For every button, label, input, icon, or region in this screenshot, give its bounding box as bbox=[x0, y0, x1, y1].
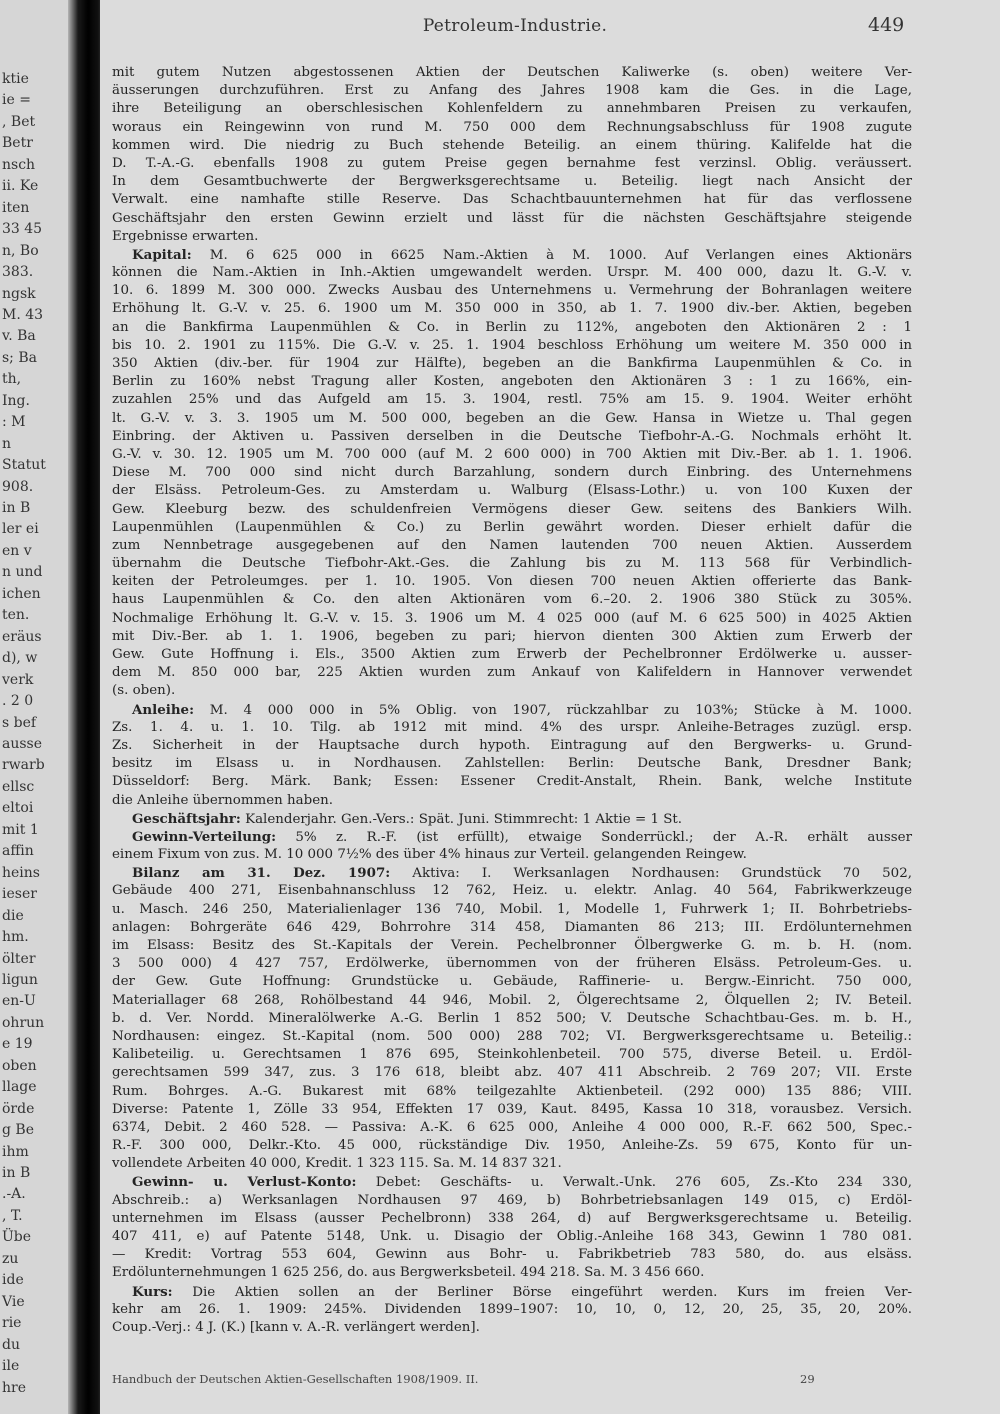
text-line bbox=[112, 100, 912, 118]
running-title: Petroleum-Industrie. bbox=[422, 16, 608, 36]
line-text: G.-V. v. 30. 12. 1905 um M. 700 000 (auf M. 2 600 000) in 700 Aktien mit Div.-Ber. ab 1. 1. 1906. bbox=[112, 446, 912, 462]
text-line bbox=[112, 246, 912, 264]
text-line bbox=[112, 682, 912, 700]
text-line bbox=[112, 1319, 912, 1337]
text-line bbox=[112, 464, 912, 482]
facing-page-fragment: ide bbox=[2, 1272, 24, 1289]
text-line bbox=[112, 482, 912, 500]
facing-page-fragment: ii. Ke bbox=[2, 178, 39, 195]
facing-page-fragment: s bef bbox=[2, 714, 37, 731]
line-text: unternehmen im Elsass (ausser Pechelbronn) 338 264, d) auf Bergwerksgerechtsame u. Beteilig. bbox=[112, 1210, 912, 1226]
line-text: b. d. Ver. Nordd. Mineralölwerke A.-G. Berlin 1 852 500; V. Deutsche Schachtbau-Ges. m. b. H., bbox=[112, 1010, 912, 1026]
paragraph bbox=[112, 810, 912, 828]
line-text: lt. G.-V. v. 3. 3. 1905 um M. 500 000, begeben an die Gew. Hansa in Wietze u. Thal gegen bbox=[112, 410, 912, 426]
text-line bbox=[112, 1283, 912, 1301]
text-line bbox=[112, 901, 912, 919]
text-line bbox=[112, 355, 912, 373]
text-line bbox=[112, 1083, 912, 1101]
facing-page-fragment: 33 45 bbox=[2, 221, 43, 238]
facing-page-fragment: g Be bbox=[2, 1122, 34, 1139]
text-line bbox=[112, 210, 912, 228]
line-text: 5% z. R.-F. (ist erfüllt), etwaige Sonderrückl.; der A.-R. erhält ausser bbox=[276, 829, 912, 845]
line-text: M. 4 000 000 in 5% Oblig. von 1907, rückzahlbar zu 103%; Stücke à M. 1000. bbox=[194, 702, 912, 718]
paragraph bbox=[112, 64, 912, 246]
text-line bbox=[112, 319, 912, 337]
line-text: Geschäftsjahr den ersten Gewinn erzielt und lässt für die nächsten Geschäftsjahre steigende bbox=[112, 210, 912, 226]
facing-page-fragment: ölter bbox=[2, 950, 36, 967]
text-line bbox=[112, 82, 912, 100]
facing-page-fragment: , T. bbox=[2, 1207, 23, 1224]
facing-page-fragment: rie bbox=[2, 1315, 22, 1332]
line-text: Einbring. der Aktiven u. Passiven derselben in die Deutsche Tiefbohr-A.-G. Nochmals erhöht lt. bbox=[112, 428, 912, 444]
text-line bbox=[112, 391, 912, 409]
section-label: Anleihe: bbox=[132, 701, 195, 718]
text-line bbox=[112, 1264, 912, 1282]
facing-page-fragment: eräus bbox=[2, 628, 42, 645]
facing-page-fragment: Statut bbox=[2, 457, 46, 474]
section-label: Gewinn-Verteilung: bbox=[132, 828, 277, 845]
footer-source: Handbuch der Deutschen Aktien-Gesellschaften 1908/1909. II. bbox=[112, 1372, 479, 1386]
paragraph bbox=[112, 1173, 912, 1282]
text-line bbox=[112, 1173, 912, 1191]
text-line bbox=[112, 1192, 912, 1210]
line-text: Erdölunternehmungen 1 625 256, do. aus Bergwerksbeteil. 494 218. Sa. M. 3 456 660. bbox=[112, 1265, 705, 1281]
facing-page-fragment: 383. bbox=[2, 264, 34, 281]
facing-page-fragment: ten. bbox=[2, 607, 30, 624]
line-text: Aktiva: I. Werksanlagen Nordhausen: Grundstück 70 502, bbox=[390, 866, 912, 882]
facing-page-fragment: örde bbox=[2, 1100, 35, 1117]
line-text: übernahm die Deutsche Tiefbohr-Akt.-Ges. die Zahlung bis zu M. 113 568 für Verbindlich- bbox=[112, 556, 912, 572]
facing-page-fragment: , Bet bbox=[2, 113, 36, 130]
facing-page-fragment: Ing. bbox=[2, 392, 30, 409]
line-text: woraus ein Reingewinn von rund M. 750 000 dem Rechnungsabschluss für 1908 zugute bbox=[112, 119, 912, 135]
text-line bbox=[112, 373, 912, 391]
section-label: Geschäftsjahr: bbox=[132, 810, 241, 827]
line-text: R.-F. 300 000, Delkr.-Kto. 45 000, rückständige Div. 1950, Anleihe-Zs. 59 675, Konto für un- bbox=[112, 1138, 912, 1154]
text-line bbox=[112, 300, 912, 318]
facing-page-fragment: in B bbox=[2, 1165, 31, 1182]
text-line bbox=[112, 228, 912, 246]
facing-page-fragment: in B bbox=[2, 500, 31, 517]
facing-page-fragment: eltoi bbox=[2, 800, 34, 817]
facing-page-fragment: ligun bbox=[2, 971, 38, 988]
facing-page-fragment: . 2 0 bbox=[2, 693, 34, 710]
line-text: Coup.-Verj.: 4 J. (K.) [kann v. A.-R. verlängert werden]. bbox=[112, 1319, 480, 1335]
facing-page-fragment: ile bbox=[2, 1358, 20, 1375]
facing-page-fragment: ie = bbox=[2, 92, 31, 109]
text-line bbox=[112, 501, 912, 519]
line-text: Gew. Kleeburg bezw. des schuldenfreien Vermögens dieser Gew. seitens des Bankiers Wilh. bbox=[112, 501, 912, 517]
text-line bbox=[112, 537, 912, 555]
facing-page-fragment: ohrun bbox=[2, 1014, 45, 1031]
facing-page-fragment: ihm bbox=[2, 1143, 29, 1160]
paragraph bbox=[112, 828, 912, 864]
text-line bbox=[112, 1246, 912, 1264]
line-text: keiten der Petroleumges. per 1. 10. 1905. Von diesen 700 neuen Aktien offerierte das Bank- bbox=[112, 574, 912, 590]
facing-page-fragment: en-U bbox=[2, 993, 36, 1010]
facing-page-fragment: ellsc bbox=[2, 778, 35, 795]
line-text: Verwalt. eine namhafte stille Reserve. Das Schachtbauunternehmen hat für das verflossene bbox=[112, 192, 912, 208]
line-text: besitz im Elsass u. in Nordhausen. Zahlstellen: Berlin: Deutsche Bank, Dresdner Bank; bbox=[112, 756, 912, 772]
line-text: 350 Aktien (div.-ber. für 1904 zur Hälfte), begeben an die Bankfirma Laupenmühlen & Co. in bbox=[112, 356, 912, 371]
text-line bbox=[112, 119, 912, 137]
section-label: Gewinn- u. Verlust-Konto: bbox=[132, 1174, 357, 1191]
facing-page-fragment: hm. bbox=[2, 929, 29, 946]
text-line bbox=[112, 1119, 912, 1137]
facing-page-fragment: ichen bbox=[2, 585, 41, 602]
line-text: 6374, Debit. 2 460 528. — Passiva: A.-K. 6 625 000, Anleihe 4 000 000, R.-F. 662 500, Spec.- bbox=[112, 1119, 912, 1135]
line-text: 407 411, e) auf Patente 5148, Unk. u. Disagio der Oblig.-Anleihe 168 343, Gewinn 1 780 081. bbox=[112, 1229, 912, 1244]
text-line bbox=[112, 792, 912, 810]
facing-page-fragment: n und bbox=[2, 564, 43, 581]
line-text: D. T.-A.-G. ebenfalls 1908 zu gutem Preise gegen bernahme fest verzinsl. Oblig. veräussert. bbox=[112, 155, 912, 171]
text-line bbox=[112, 1155, 912, 1173]
text-line bbox=[112, 992, 912, 1010]
line-text: Diese M. 700 000 sind nicht durch Barzahlung, sondern durch Einbring. des Unternehmens bbox=[112, 465, 912, 481]
line-text: M. 6 625 000 in 6625 Nam.-Aktien à M. 1000. Auf Verlangen eines Aktionärs bbox=[191, 247, 912, 263]
line-text: kehr am 26. 1. 1909: 245%. Dividenden 1899–1907: 10, 10, 0, 12, 20, 25, 35, 20, 20%. bbox=[112, 1301, 912, 1317]
line-text: der Gew. Gute Hoffnung: Grundstücke u. Gebäude, Raffinerie- u. Bergw.-Einricht. 750 000, bbox=[112, 974, 912, 990]
facing-page-fragment: ausse bbox=[2, 736, 43, 752]
line-text: gerechtsamen 599 347, zus. 3 176 618, bleibt abz. 407 411 Abschreib. 2 769 207; VII. Erste bbox=[112, 1065, 912, 1081]
facing-page-fragment: llage bbox=[2, 1079, 37, 1096]
facing-page-fragment: th, bbox=[2, 371, 22, 388]
text-line bbox=[112, 1064, 912, 1082]
line-text: Erhöhung lt. G.-V. v. 25. 6. 1900 um M. 350 000 in 350, ab 1. 7. 1900 div.-ber. Aktien, begeben bbox=[112, 301, 912, 317]
text-line bbox=[112, 519, 912, 537]
line-text: Materiallager 68 268, Rohölbestand 44 946, Mobil. 2, Ölgerechtsame 2, Ölquellen 2; IV. Beteil. bbox=[112, 992, 912, 1008]
facing-page-fragment: s; Ba bbox=[2, 349, 37, 366]
facing-page-fragment: ngsk bbox=[2, 285, 36, 302]
line-text: Kalibeteilig. u. Gerechtsamen 1 876 695, Steinkohlenbeteil. 700 575, diverse Beteil. u. Erdöl- bbox=[112, 1047, 912, 1063]
section-label: Kapital: bbox=[132, 246, 192, 263]
text-line bbox=[112, 864, 912, 882]
facing-page-fragment: du bbox=[2, 1336, 20, 1353]
text-line bbox=[112, 173, 912, 191]
line-text: im Elsass: Besitz des St.-Kapitals der Verein. Pechelbronner Ölbergwerke G. m. b. H. (nom. bbox=[112, 938, 912, 953]
page-body bbox=[112, 64, 912, 1337]
line-text: Ergebnisse erwarten. bbox=[112, 228, 259, 244]
text-line bbox=[112, 591, 912, 609]
line-text: dem M. 850 000 bar, 225 Aktien wurden zum Ankauf von Kalifeldern in Hannover verwendet bbox=[112, 665, 912, 681]
facing-page-fragment: rwarb bbox=[2, 757, 45, 774]
page-header bbox=[100, 14, 1000, 44]
line-text: Kalenderjahr. Gen.-Vers.: Spät. Juni. Stimmrecht: 1 Aktie = 1 St. bbox=[240, 811, 683, 827]
facing-page-fragment: M. 43 bbox=[2, 306, 44, 323]
facing-page-fragment: 908. bbox=[2, 478, 34, 495]
text-line bbox=[112, 646, 912, 664]
facing-page-fragment: zu bbox=[2, 1250, 19, 1267]
text-line bbox=[112, 555, 912, 573]
facing-page-fragment: verk bbox=[2, 671, 34, 688]
facing-page-fragment: n, Bo bbox=[2, 242, 39, 259]
line-text: Rum. Bohrges. A.-G. Bukarest mit 68% teilgezahlte Aktienbeteil. (292 000) 135 886; VIII. bbox=[112, 1083, 912, 1099]
text-line bbox=[112, 1046, 912, 1064]
text-line bbox=[112, 937, 912, 955]
text-line bbox=[112, 191, 912, 209]
text-line bbox=[112, 737, 912, 755]
facing-page-fragment: mit 1 bbox=[2, 821, 39, 838]
paragraph bbox=[112, 246, 912, 701]
line-text: Nochmalige Erhöhung lt. G.-V. v. 15. 3. 1906 um M. 4 025 000 (auf M. 6 625 500) in 4025 Aktien bbox=[112, 610, 912, 626]
text-line bbox=[112, 1228, 912, 1246]
line-text: der Elsäss. Petroleum-Ges. zu Amsterdam u. Walburg (Elsass-Lothr.) u. von 100 Kuxen der bbox=[112, 483, 912, 499]
facing-page-fragment: e 19 bbox=[2, 1036, 33, 1053]
facing-page-fragment: en v bbox=[2, 542, 32, 559]
text-line bbox=[112, 264, 912, 282]
facing-page-fragment: n bbox=[2, 435, 12, 452]
sheet-number: 29 bbox=[800, 1372, 815, 1386]
line-text: 3 500 000) 4 427 757, Erdölwerke, übernommen von der früheren Elsäss. Petroleum-Ges. u. bbox=[112, 956, 912, 972]
facing-page-fragment: hre bbox=[2, 1379, 26, 1396]
text-line bbox=[112, 446, 912, 464]
line-text: — Kredit: Vortrag 553 604, Gewinn aus Bohr- u. Fabrikbetrieb 783 580, do. aus elsäss. bbox=[112, 1247, 912, 1263]
facing-page-fragment: Übe bbox=[2, 1229, 32, 1246]
facing-page-fragment: iten bbox=[2, 199, 30, 216]
line-text: Zs. Sicherheit in der Hauptsache durch hypoth. Eintragung auf den Bergwerks- u. Grund- bbox=[112, 737, 912, 753]
text-line bbox=[112, 882, 912, 900]
line-text: Gew. Gute Hoffnung i. Els., 3500 Aktien zum Erwerb der Pechelbronner Erdölwerke u. ausser- bbox=[112, 647, 912, 662]
text-line bbox=[112, 337, 912, 355]
line-text: kommen wird. Die niedrig zu Buch stehende Beteilig. an einem thüring. Kalifelde hat die bbox=[112, 137, 912, 153]
facing-page-fragment: die bbox=[2, 907, 24, 924]
line-text: u. Masch. 246 250, Materialienlager 136 740, Mobil. 1, Modelle 1, Fuhrwerk 1; II. Bohrbetriebs- bbox=[112, 901, 912, 917]
line-text: (s. oben). bbox=[112, 683, 176, 699]
line-text: bis 10. 2. 1901 zu 115%. Die G.-V. v. 25. 1. 1904 beschloss Erhöhung um weitere M. 350 000 in bbox=[112, 337, 912, 353]
line-text: Gebäude 400 271, Eisenbahnanschluss 12 762, Heiz. u. elektr. Anlag. 40 564, Fabrikwerkzeuge bbox=[112, 883, 912, 899]
paragraph bbox=[112, 864, 912, 1173]
facing-page-fragment: : M bbox=[2, 414, 26, 431]
facing-page-fragment: d), w bbox=[2, 650, 38, 667]
facing-page-fragment: oben bbox=[2, 1057, 37, 1074]
facing-page-fragment: affin bbox=[2, 843, 34, 860]
text-line bbox=[112, 828, 912, 846]
line-text: mit Div.-Ber. ab 1. 1. 1906, begeben zu pari; hiervon dienten 300 Aktien zum Erwerb der bbox=[112, 628, 912, 644]
text-line bbox=[112, 973, 912, 991]
text-line bbox=[112, 664, 912, 682]
text-line bbox=[112, 1101, 912, 1119]
text-line bbox=[112, 810, 912, 828]
text-line bbox=[112, 628, 912, 646]
text-line bbox=[112, 1301, 912, 1319]
facing-page-fragment: ler ei bbox=[2, 521, 39, 538]
text-line bbox=[112, 701, 912, 719]
line-text: einem Fixum von zus. M. 10 000 7½% des über 4% hinaus zur Verteil. gelangenden Reingew. bbox=[112, 847, 747, 863]
text-line bbox=[112, 1137, 912, 1155]
line-text: ihre Beteiligung an oberschlesischen Kohlenfeldern zu annehmbaren Preisen zu verkaufen, bbox=[112, 101, 912, 117]
line-text: die Anleihe übernommen haben. bbox=[112, 792, 334, 808]
line-text: Düsseldorf: Berg. Märk. Bank; Essen: Essener Credit-Anstalt, Rhein. Bank, welche Institute bbox=[112, 774, 912, 790]
text-line bbox=[112, 137, 912, 155]
text-line bbox=[112, 282, 912, 300]
text-line bbox=[112, 610, 912, 628]
line-text: Die Aktien sollen an der Berliner Börse eingeführt werden. Kurs im freien Ver- bbox=[172, 1284, 912, 1300]
line-text: mit gutem Nutzen abgestossenen Aktien der Deutschen Kaliwerke (s. oben) weitere Ver- bbox=[112, 65, 912, 80]
facing-page-fragment: heins bbox=[2, 864, 40, 881]
line-text: Zs. 1. 4. u. 1. 10. Tilg. ab 1912 mit mind. 4% des urspr. Anleihe-Betrages zuzügl. ersp. bbox=[112, 719, 912, 735]
facing-page-fragment: Betr bbox=[2, 135, 33, 152]
line-text: vollendete Arbeiten 40 000, Kredit. 1 323 115. Sa. M. 14 837 321. bbox=[112, 1156, 562, 1172]
line-text: können die Nam.-Aktien in Inh.-Aktien umgewandelt werden. Urspr. M. 400 000, dazu lt. G.-V. v. bbox=[112, 265, 912, 281]
text-line bbox=[112, 410, 912, 428]
facing-page-fragment: .-A. bbox=[2, 1186, 26, 1203]
text-line bbox=[112, 955, 912, 973]
book-page bbox=[100, 0, 1000, 1414]
line-text: Diverse: Patente 1, Zölle 33 954, Effekten 17 039, Kaut. 8495, Kassa 10 318, vorausbez. Versich. bbox=[112, 1101, 912, 1117]
text-line bbox=[112, 64, 912, 82]
line-text: Laupenmühlen (Laupenmühlen & Co.) zu Berlin gewährt worden. Dieser erhielt dafür die bbox=[112, 519, 912, 535]
text-line bbox=[112, 919, 912, 937]
text-line bbox=[112, 428, 912, 446]
text-line bbox=[112, 719, 912, 737]
facing-page-fragment: Vie bbox=[2, 1293, 25, 1310]
line-text: Berlin zu 160% nebst Tragung aller Kosten, angeboten den Aktionären 3 : 1 zu 166%, ein- bbox=[112, 374, 912, 390]
line-text: 10. 6. 1899 M. 300 000. Zwecks Ausbau des Unternehmens u. Vermehrung der Bohranlagen weitere bbox=[112, 283, 912, 299]
line-text: In dem Gesamtbuchwerte der Bergwerksgerechtsame u. Beteilig. liegt nach Ansicht der bbox=[112, 174, 912, 190]
line-text: Debet: Geschäfts- u. Verwalt.-Unk. 276 605, Zs.-Kto 234 330, bbox=[356, 1175, 912, 1191]
section-label: Bilanz am 31. Dez. 1907: bbox=[132, 865, 391, 882]
facing-page-fragment: ktie bbox=[2, 71, 29, 87]
line-text: Abschreib.: a) Werksanlagen Nordhausen 97 469, b) Bohrbetriebsanlagen 149 015, c) Erdöl- bbox=[112, 1192, 912, 1208]
paragraph bbox=[112, 1283, 912, 1338]
paragraph bbox=[112, 701, 912, 810]
line-text: haus Laupenmühlen & Co. den alten Aktionären vom 6.–20. 2. 1906 380 Stück zu 305%. bbox=[112, 592, 912, 608]
line-text: Nordhausen: eingez. St.-Kapital (nom. 500 000) 288 702; VI. Bergwerksgerechtsame u. Beteilig.: bbox=[112, 1028, 912, 1044]
facing-page-fragment: v. Ba bbox=[2, 328, 36, 345]
text-line bbox=[112, 846, 912, 864]
facing-page-fragment: nsch bbox=[2, 156, 36, 173]
line-text: an die Bankfirma Laupenmühlen & Co. in Berlin zu 112%, angeboten den Aktionären 2 : 1 bbox=[112, 319, 912, 335]
line-text: äusserungen durchzuführen. Erst zu Anfang des Jahres 1908 kam die Ges. in die Lage, bbox=[112, 83, 912, 99]
page-number: 449 bbox=[868, 14, 905, 36]
text-line bbox=[112, 1210, 912, 1228]
text-line bbox=[112, 773, 912, 791]
line-text: anlagen: Bohrgeräte 646 429, Bohrrohre 314 458, Diamanten 86 213; III. Erdölunternehmen bbox=[112, 919, 912, 935]
line-text: zum Nennbetrage ausgegebenen auf den Namen lautenden 700 neuen Aktien. Ausserdem bbox=[112, 537, 912, 553]
text-line bbox=[112, 1028, 912, 1046]
text-line bbox=[112, 155, 912, 173]
text-line bbox=[112, 573, 912, 591]
facing-page-fragment: ieser bbox=[2, 886, 37, 903]
section-label: Kurs: bbox=[132, 1283, 173, 1300]
line-text: zuzahlen 25% und das Aufgeld am 15. 3. 1904, restl. 75% am 15. 9. 1904. Weiter erhöht bbox=[112, 392, 912, 408]
page-footer bbox=[112, 1372, 912, 1392]
text-line bbox=[112, 1010, 912, 1028]
text-line bbox=[112, 755, 912, 773]
